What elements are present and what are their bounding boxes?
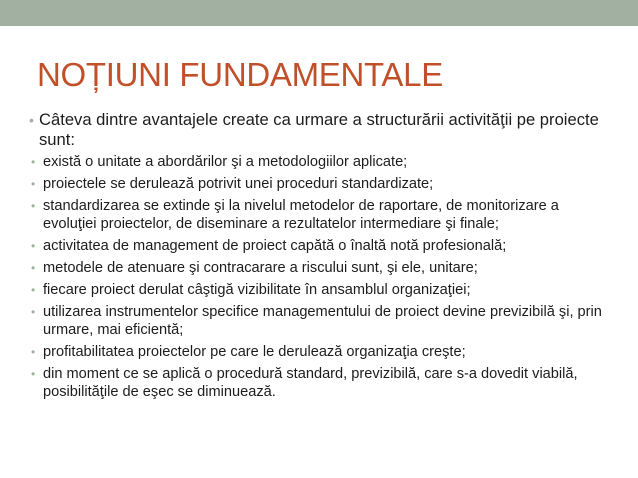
- list-item-text: fiecare proiect derulat câştigă vizibilitate în ansamblul organizaţiei;: [43, 282, 471, 298]
- list-item-text: standardizarea se extinde şi la nivelul metodelor de raportare, de monitorizare a evoluţiei proiectelor, de diseminare a rezultatelor intermediare şi finale;: [43, 198, 559, 232]
- bullet-dot-icon: •: [31, 367, 36, 381]
- list-item: [31, 365, 604, 401]
- list-item: [31, 281, 604, 299]
- list-item: [31, 343, 604, 361]
- bullet-dot-icon: •: [31, 305, 36, 319]
- list-item-text: profitabilitatea proiectelor pe care le derulează organizaţia creşte;: [43, 344, 466, 360]
- list-item: [31, 153, 604, 171]
- bullet-dot-icon: •: [31, 283, 36, 297]
- list-item-text: există o unitate a abordărilor şi a metodologiilor aplicate;: [43, 154, 408, 170]
- list-item-text: proiectele se derulează potrivit unei proceduri standardizate;: [43, 176, 434, 192]
- slide-title: NOȚIUNI FUNDAMENTALE: [37, 56, 443, 93]
- list-item: [31, 237, 604, 255]
- bullet-dot-icon: •: [31, 239, 36, 253]
- list-item: [31, 303, 604, 339]
- main-bullet-text: Câteva dintre avantajele create ca urmare a structurării activităţii pe proiecte sunt:: [39, 110, 599, 149]
- bullet-dot-icon: •: [31, 155, 36, 169]
- slide-content: [29, 110, 604, 405]
- top-decorative-band: [0, 0, 638, 26]
- bullet-dot-icon: •: [31, 177, 36, 191]
- list-item-text: activitatea de management de proiect capătă o înaltă notă profesională;: [43, 238, 507, 254]
- bullet-dot-icon: •: [31, 199, 36, 213]
- bullet-dot-icon: •: [31, 261, 36, 275]
- sub-bullet-list: [31, 153, 604, 401]
- bullet-dot-icon: •: [29, 112, 34, 128]
- list-item: [31, 259, 604, 277]
- list-item: [31, 175, 604, 193]
- list-item-text: din moment ce se aplică o procedură standard, previzibilă, care s-a dovedit viabilă, posibilităţile de eşec se diminuează.: [43, 366, 578, 400]
- list-item-text: utilizarea instrumentelor specifice managementului de proiect devine previzibilă şi, prin urmare, mai eficientă;: [43, 304, 602, 338]
- list-item-text: metodele de atenuare şi contracarare a riscului sunt, şi ele, unitare;: [43, 260, 478, 276]
- bullet-dot-icon: •: [31, 345, 36, 359]
- list-item: [31, 197, 604, 233]
- main-bullet: [29, 110, 604, 150]
